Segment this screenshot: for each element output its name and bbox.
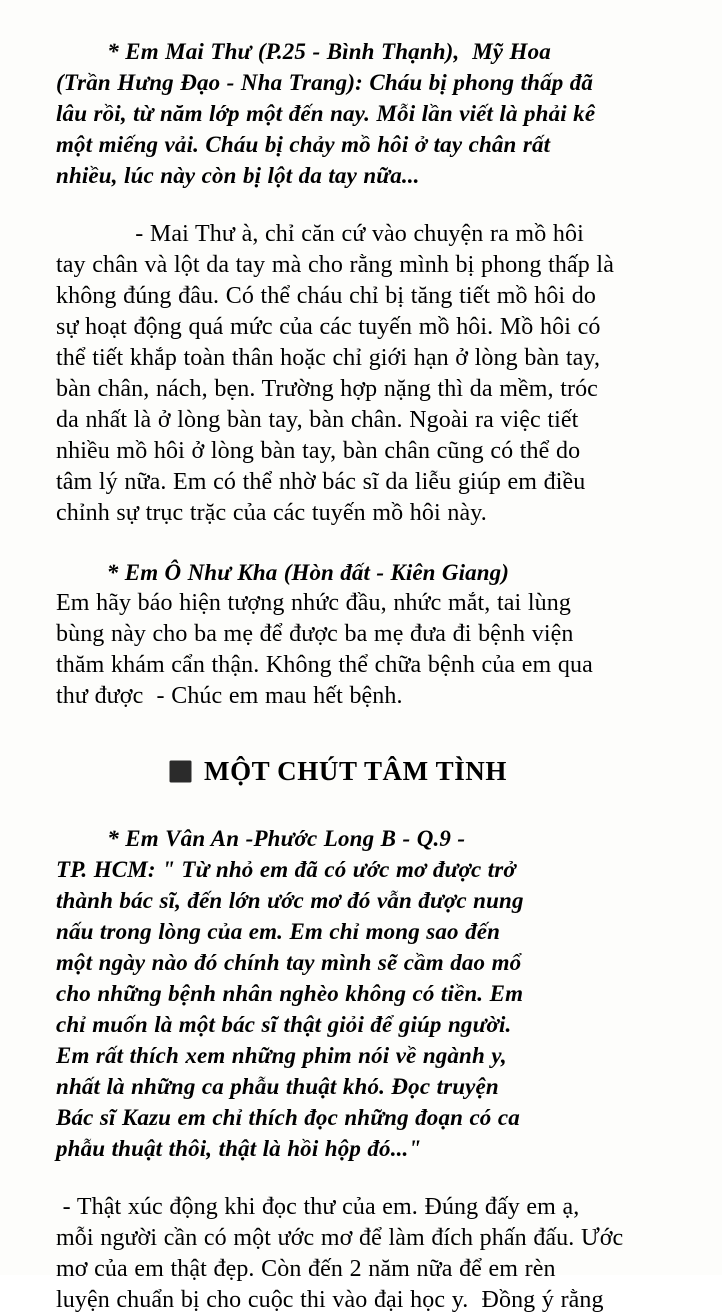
text-line: * Em Vân An -Phước Long B - Q.9 - (56, 826, 466, 851)
paragraph-spacer (56, 529, 680, 557)
text-line: phẫu thuật thôi, thật là hồi hộp đó..." (56, 1136, 422, 1161)
text-line: bùng này cho ba mẹ để được ba mẹ đưa đi bệnh viện (56, 621, 574, 647)
text-line: chỉ muốn là một bác sĩ thật giỏi để giúp người. (56, 1012, 512, 1037)
text-line: luyện chuẩn bị cho cuộc thi vào đại học y. Đồng ý rằng (56, 1287, 604, 1313)
page-content (56, 36, 680, 1316)
section-heading (56, 758, 680, 785)
letter-heading-o-nhu-kha: * Em Ô Như Kha (Hòn đất - Kiên Giang) (56, 560, 509, 585)
letter-block-mai-thu (56, 36, 680, 191)
text-line: da nhất là ở lòng bàn tay, bàn chân. Ngoài ra việc tiết (56, 407, 579, 433)
text-line: nhất là những ca phẫu thuật khó. Đọc truyện (56, 1074, 499, 1099)
text-line: một ngày nào đó chính tay mình sẽ cầm dao mổ (56, 950, 522, 975)
text-line: cho những bệnh nhân nghèo không có tiền. Em (56, 981, 524, 1006)
text-line: thăm khám cẩn thận. Không thể chữa bệnh của em qua (56, 652, 593, 678)
reply-block-mai-thu (56, 219, 680, 529)
text-line: TP. HCM: " Từ nhỏ em đã có ước mơ được trở (56, 857, 516, 882)
text-line: nấu trong lòng của em. Em chỉ mong sao đến (56, 919, 501, 944)
text-line: thư được - Chúc em mau hết bệnh. (56, 683, 403, 709)
text-line: Bác sĩ Kazu em chỉ thích đọc những đoạn có ca (56, 1105, 520, 1130)
letter-block-van-an (56, 823, 680, 1164)
text-line: Em rất thích xem những phim nói về ngành y, (56, 1043, 507, 1068)
text-line: sự hoạt động quá mức của các tuyến mồ hôi. Mồ hôi có (56, 314, 601, 340)
text-line: - Mai Thư à, chỉ căn cứ vào chuyện ra mồ hôi (56, 221, 584, 247)
text-line: mơ của em thật đẹp. Còn đến 2 năm nữa để em rèn (56, 1256, 556, 1282)
paragraph-spacer (56, 191, 680, 219)
text-line: lâu rồi, từ năm lớp một đến nay. Mỗi lần viết là phải kê (56, 101, 596, 126)
text-line: thành bác sĩ, đến lớn ước mơ đó vẫn được nung (56, 888, 524, 913)
heading-spacer-top (56, 712, 680, 758)
text-line: chỉnh sự trục trặc của các tuyến mồ hôi này. (56, 500, 487, 526)
text-line: một miếng vải. Cháu bị chảy mồ hôi ở tay chân rất (56, 132, 551, 157)
letter-block-o-nhu-kha (56, 557, 680, 712)
text-line: nhiều, lúc này còn bị lột da tay nữa... (56, 163, 420, 188)
text-line: mỗi người cần có một ước mơ để làm đích phấn đấu. Ước (56, 1225, 624, 1251)
text-line: tay chân và lột da tay mà cho rằng mình bị phong thấp là (56, 252, 614, 278)
text-line: (Trần Hưng Đạo - Nha Trang): Cháu bị phong thấp đã (56, 70, 594, 95)
section-heading-text: MỘT CHÚT TÂM TÌNH (204, 756, 508, 786)
text-line: bàn chân, nách, bẹn. Trường hợp nặng thì da mềm, tróc (56, 376, 598, 402)
heading-spacer-bottom (56, 785, 680, 823)
text-line: không đúng đâu. Có thể cháu chỉ bị tăng tiết mồ hôi do (56, 283, 596, 309)
text-line: Em hãy báo hiện tượng nhức đầu, nhức mắt, tai lùng (56, 590, 571, 616)
filled-square-bullet-icon (170, 761, 191, 782)
text-line: nhiều mồ hôi ở lòng bàn tay, bàn chân cũng có thể do (56, 438, 581, 464)
text-line: - Thật xúc động khi đọc thư của em. Đúng đấy em ạ, (56, 1194, 580, 1220)
text-line: thể tiết khắp toàn thân hoặc chỉ giới hạn ở lòng bàn tay, (56, 345, 601, 371)
reply-block-van-an (56, 1192, 680, 1316)
paragraph-spacer (56, 1164, 680, 1192)
text-line: tâm lý nữa. Em có thể nhờ bác sĩ da liễu giúp em điều (56, 469, 586, 495)
text-line: * Em Mai Thư (P.25 - Bình Thạnh), Mỹ Hoa (56, 39, 551, 64)
